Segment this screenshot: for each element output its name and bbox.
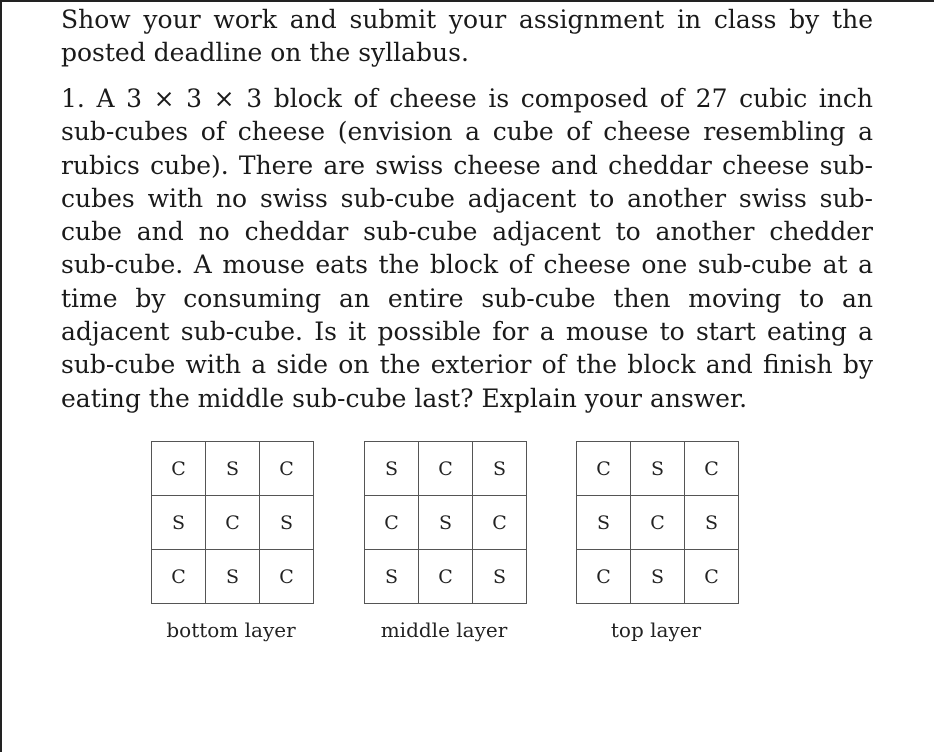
grid-cell: S xyxy=(685,496,739,550)
grid-cell: C xyxy=(419,550,473,604)
grid-cell: S xyxy=(631,442,685,496)
grid-cell: C xyxy=(152,550,206,604)
bottom-layer xyxy=(151,441,311,642)
middle-layer-caption: middle layer xyxy=(380,618,508,642)
grid-cell: C xyxy=(260,442,314,496)
grid-cell: C xyxy=(206,496,260,550)
top-border-line xyxy=(0,0,934,2)
grid-cell: S xyxy=(631,550,685,604)
grid-row xyxy=(152,442,314,496)
grid-cell: S xyxy=(260,496,314,550)
grid-cell: C xyxy=(419,442,473,496)
grid-row xyxy=(365,442,527,496)
grid-row xyxy=(152,550,314,604)
grid-cell: S xyxy=(365,442,419,496)
grid-cell: S xyxy=(577,496,631,550)
top-layer-caption: top layer xyxy=(610,618,702,642)
grid-row xyxy=(152,496,314,550)
grid-row xyxy=(365,550,527,604)
top-layer-grid xyxy=(576,441,739,604)
grid-cell: S xyxy=(419,496,473,550)
grid-row xyxy=(577,442,739,496)
grid-row xyxy=(365,496,527,550)
middle-layer xyxy=(364,441,524,642)
grid-row xyxy=(577,496,739,550)
grid-cell: C xyxy=(260,550,314,604)
grid-cell: C xyxy=(152,442,206,496)
bottom-layer-caption: bottom layer xyxy=(166,618,296,642)
grid-cell: C xyxy=(577,442,631,496)
grid-cell: C xyxy=(631,496,685,550)
middle-layer-grid xyxy=(364,441,527,604)
grid-cell: S xyxy=(473,550,527,604)
top-layer xyxy=(576,441,736,642)
grid-cell: C xyxy=(473,496,527,550)
grid-cell: C xyxy=(685,550,739,604)
grid-cell: C xyxy=(577,550,631,604)
grid-cell: S xyxy=(365,550,419,604)
instructions-text: Show your work and submit your assignment in class by the posted deadline on the syllabus. xyxy=(61,5,873,68)
grid-cell: S xyxy=(473,442,527,496)
grid-cell: C xyxy=(365,496,419,550)
grid-cell: S xyxy=(206,550,260,604)
problem-statement: 1. A 3 × 3 × 3 block of cheese is composed of 27 cubic inch sub-cubes of cheese (envision a cube of cheese resembling a rubics cube). There are swiss cheese and cheddar cheese sub-cubes with no swiss sub-cube adjacent to another swiss sub-cube and no cheddar sub-cube adjacent to another chedder sub-cube. A mouse eats the block of cheese one sub-cube at a time by consuming an entire sub-cube then moving to an adjacent sub-cube. Is it possible for a mouse to start eating a sub-cube with a side on the exterior of the block and finish by eating the middle sub-cube last? Explain your answer. xyxy=(61,84,873,413)
bottom-layer-grid xyxy=(151,441,314,604)
grid-cell: S xyxy=(152,496,206,550)
grid-cell: C xyxy=(685,442,739,496)
cheese-layers-diagram xyxy=(0,441,934,661)
grid-row xyxy=(577,550,739,604)
grid-cell: S xyxy=(206,442,260,496)
